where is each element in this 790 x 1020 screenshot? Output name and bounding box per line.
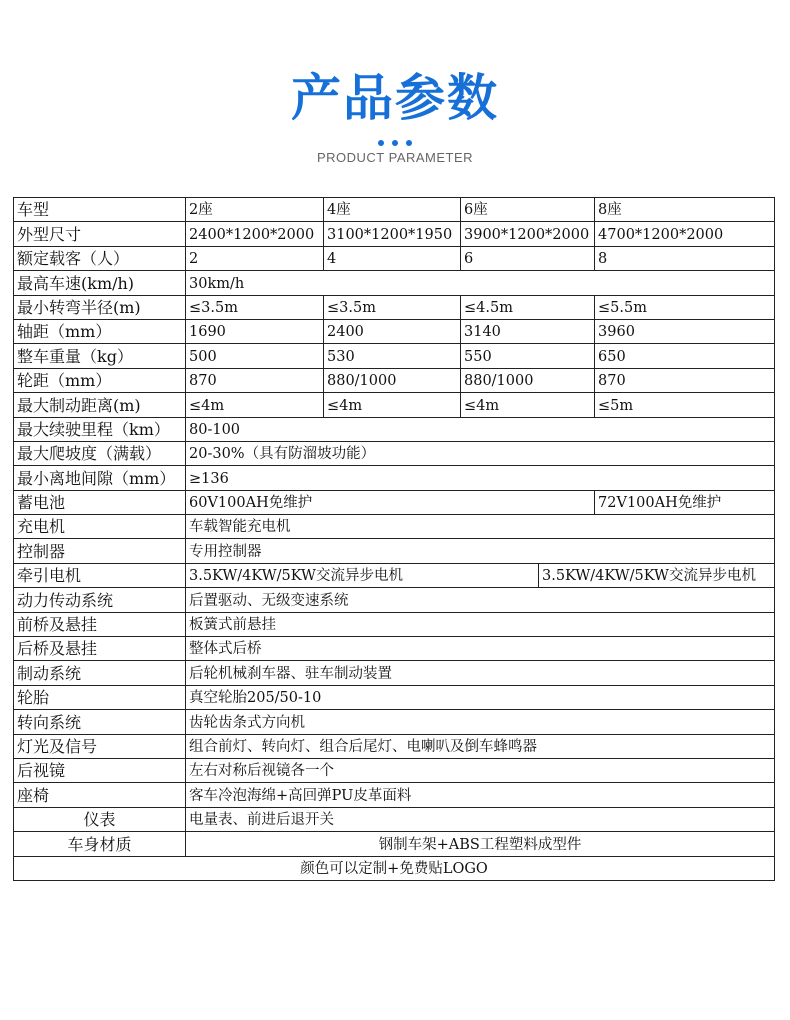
table-row xyxy=(14,417,775,441)
spec-value: 钢制车架+ABS工程塑料成型件 xyxy=(186,832,775,856)
spec-label: 转向系统 xyxy=(14,710,186,734)
spec-label: 最高车速(km/h) xyxy=(14,271,186,295)
spec-label: 后视镜 xyxy=(14,758,186,782)
spec-label: 充电机 xyxy=(14,515,186,539)
table-row xyxy=(14,539,775,563)
spec-value: ≤5.5m xyxy=(595,295,775,319)
spec-label: 后桥及悬挂 xyxy=(14,637,186,661)
spec-value: ≤4.5m xyxy=(461,295,595,319)
table-row xyxy=(14,734,775,758)
spec-value: 组合前灯、转向灯、组合后尾灯、电喇叭及倒车蜂鸣器 xyxy=(186,734,775,758)
spec-label: 蓄电池 xyxy=(14,490,186,514)
page-subtitle: PRODUCT PARAMETER xyxy=(316,150,474,165)
spec-value: ≤5m xyxy=(595,393,775,417)
spec-value: ≤4m xyxy=(186,393,324,417)
spec-value: 2400 xyxy=(324,319,461,343)
spec-label: 灯光及信号 xyxy=(14,734,186,758)
spec-value: 550 xyxy=(461,344,595,368)
spec-label: 控制器 xyxy=(14,539,186,563)
table-row xyxy=(14,588,775,612)
spec-value: 650 xyxy=(595,344,775,368)
spec-value: 电量表、前进后退开关 xyxy=(186,807,775,831)
table-row xyxy=(14,807,775,831)
spec-value: 真空轮胎205/50-10 xyxy=(186,685,775,709)
table-row xyxy=(14,661,775,685)
spec-value: 2座 xyxy=(186,198,324,222)
spec-value: 500 xyxy=(186,344,324,368)
spec-value: 3960 xyxy=(595,319,775,343)
table-row xyxy=(14,319,775,343)
spec-value: 板簧式前悬挂 xyxy=(186,612,775,636)
spec-label: 最大制动距离(m) xyxy=(14,393,186,417)
spec-label: 整车重量（kg） xyxy=(14,344,186,368)
spec-value: 2400*1200*2000 xyxy=(186,222,324,246)
decorative-dots xyxy=(0,131,790,150)
page-title: 产品参数 xyxy=(291,69,499,127)
spec-value: 880/1000 xyxy=(324,368,461,392)
spec-value: ≥136 xyxy=(186,466,775,490)
spec-value: 齿轮齿条式方向机 xyxy=(186,710,775,734)
spec-label: 车身材质 xyxy=(14,832,186,856)
spec-label: 最小离地间隙（mm） xyxy=(14,466,186,490)
spec-value: 8座 xyxy=(595,198,775,222)
spec-value: 3140 xyxy=(461,319,595,343)
spec-value: 60V100AH免维护 xyxy=(186,490,595,514)
table-row xyxy=(14,515,775,539)
spec-value: 2 xyxy=(186,246,324,270)
spec-label: 车型 xyxy=(14,198,186,222)
spec-value: 6座 xyxy=(461,198,595,222)
spec-value: 870 xyxy=(595,368,775,392)
spec-value: 4700*1200*2000 xyxy=(595,222,775,246)
spec-label: 轮距（mm） xyxy=(14,368,186,392)
spec-value: 8 xyxy=(595,246,775,270)
spec-value: ≤4m xyxy=(324,393,461,417)
spec-value: 后置驱动、无级变速系统 xyxy=(186,588,775,612)
spec-label: 最小转弯半径(m) xyxy=(14,295,186,319)
spec-value: ≤4m xyxy=(461,393,595,417)
spec-value: ≤3.5m xyxy=(324,295,461,319)
table-row xyxy=(14,832,775,856)
table-row xyxy=(14,637,775,661)
table-row xyxy=(14,466,775,490)
table-row xyxy=(14,758,775,782)
table-row xyxy=(14,612,775,636)
spec-value: 1690 xyxy=(186,319,324,343)
spec-label: 最大续驶里程（km） xyxy=(14,417,186,441)
spec-label: 牵引电机 xyxy=(14,563,186,587)
spec-label: 额定载客（人） xyxy=(14,246,186,270)
table-row xyxy=(14,563,775,587)
spec-label: 座椅 xyxy=(14,783,186,807)
spec-label: 前桥及悬挂 xyxy=(14,612,186,636)
spec-label: 轴距（mm） xyxy=(14,319,186,343)
spec-label: 最大爬坡度（满载） xyxy=(14,441,186,465)
spec-value: 整体式后桥 xyxy=(186,637,775,661)
spec-value: 880/1000 xyxy=(461,368,595,392)
spec-value: 6 xyxy=(461,246,595,270)
table-row xyxy=(14,393,775,417)
spec-value: 左右对称后视镜各一个 xyxy=(186,758,775,782)
table-row xyxy=(14,198,775,222)
table-row xyxy=(14,222,775,246)
spec-value: 4 xyxy=(324,246,461,270)
spec-value: 20-30%（具有防溜坡功能） xyxy=(186,441,775,465)
spec-value: 72V100AH免维护 xyxy=(595,490,775,514)
spec-value: 专用控制器 xyxy=(186,539,775,563)
spec-value: 80-100 xyxy=(186,417,775,441)
spec-value: ≤3.5m xyxy=(186,295,324,319)
spec-value: 4座 xyxy=(324,198,461,222)
table-row xyxy=(14,685,775,709)
table-row xyxy=(14,490,775,514)
table-row xyxy=(14,710,775,734)
spec-value: 3.5KW/4KW/5KW交流异步电机 xyxy=(186,563,539,587)
spec-label: 制动系统 xyxy=(14,661,186,685)
spec-label: 仪表 xyxy=(14,807,186,831)
spec-value: 车载智能充电机 xyxy=(186,515,775,539)
table-row xyxy=(14,441,775,465)
table-row xyxy=(14,246,775,270)
spec-value: 870 xyxy=(186,368,324,392)
spec-value: 3.5KW/4KW/5KW交流异步电机 xyxy=(539,563,775,587)
spec-value: 客车冷泡海绵+高回弹PU皮革面料 xyxy=(186,783,775,807)
table-row xyxy=(14,295,775,319)
spec-value: 530 xyxy=(324,344,461,368)
spec-value: 30km/h xyxy=(186,271,775,295)
table-row xyxy=(14,271,775,295)
table-row xyxy=(14,783,775,807)
spec-value: 后轮机械刹车器、驻车制动装置 xyxy=(186,661,775,685)
spec-label: 轮胎 xyxy=(14,685,186,709)
spec-label: 外型尺寸 xyxy=(14,222,186,246)
spec-value: 3900*1200*2000 xyxy=(461,222,595,246)
spec-value: 3100*1200*1950 xyxy=(324,222,461,246)
spec-label: 动力传动系统 xyxy=(14,588,186,612)
footer-note: 颜色可以定制+免费贴LOGO xyxy=(14,856,775,880)
table-row xyxy=(14,344,775,368)
table-row xyxy=(14,368,775,392)
table-row xyxy=(14,856,775,880)
spec-table xyxy=(13,197,775,881)
